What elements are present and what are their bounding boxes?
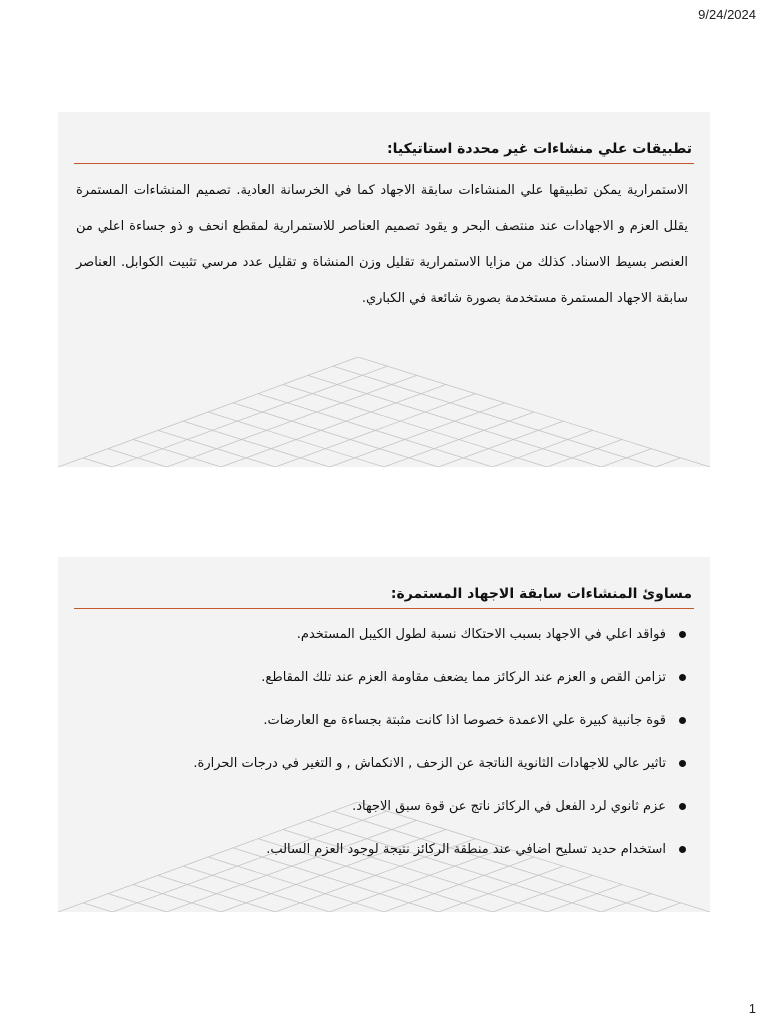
bullet-item xyxy=(76,795,688,838)
grid-line xyxy=(108,449,460,467)
bullet-dot-icon xyxy=(679,760,686,767)
bullet-item xyxy=(76,623,688,666)
grid-line xyxy=(146,385,446,468)
grid-line xyxy=(158,430,510,467)
bullet-text: تزامن القص و العزم عند الركائز مما يضعف مقاومة العزم عند تلك المقاطع. xyxy=(261,670,666,685)
grid-line xyxy=(83,903,435,912)
bullet-item xyxy=(76,709,688,752)
grid-line xyxy=(83,458,435,467)
bullet-text: استخدام حديد تسليح اضافي عند منطقة الركائز نتيجة لوجود العزم السالب. xyxy=(266,842,666,857)
page-date: 9/24/2024 xyxy=(698,7,756,22)
page-number: 1 xyxy=(748,1001,756,1016)
slide-1 xyxy=(58,112,710,467)
grid-line xyxy=(58,357,358,467)
grid-line xyxy=(117,375,417,467)
bullet-dot-icon xyxy=(679,674,686,681)
bullet-text: قوة جانبية كبيرة علي الاعمدة خصوصا اذا كانت مثبتة بجساءة مع العارضات. xyxy=(263,713,666,728)
slide-title: تطبيقات علي منشاءات غير محددة استاتيكيا: xyxy=(387,141,692,157)
bullet-list xyxy=(76,623,688,881)
bullet-dot-icon xyxy=(679,846,686,853)
grid-line xyxy=(234,412,534,467)
bullet-dot-icon xyxy=(679,717,686,724)
grid-floor-decoration xyxy=(58,357,710,467)
bullet-text: تاثير عالي للاجهادات الثانوية الناتجة عن الزحف , الانكماش , و التغير في درجات الحرارة. xyxy=(193,756,666,771)
slide-title: مساوئ المنشاءات سابقة الاجهاد المستمرة: xyxy=(390,586,692,602)
grid-line xyxy=(87,366,387,467)
bullet-text: عزم ثانوي لرد الفعل في الركائز ناتج عن قوة سبق الاجهاد. xyxy=(352,799,666,814)
slide-body-text: الاستمرارية يمكن تطبيقها علي المنشاءات سابقة الاجهاد كما في الخرسانة العادية. تصميم المنشاءات المستمرة يقلل العزم و الاجهادات عند منتصف البحر و يقود تصميم العناصر للاستمرارية لمقطع انحف و ذو جساءة اعلي من العنصر بسيط الاسناد. كذلك من مزايا الاستمرارية تقليل وزن المنشاة و تقليل عدد مرسي تثبيت الكوابل. العناصر سابقة الاجهاد المستمرة مستخدمة بصورة شائعة في الكباري. xyxy=(76,183,688,306)
grid-line xyxy=(308,375,660,467)
bullet-dot-icon xyxy=(679,803,686,810)
bullet-dot-icon xyxy=(679,631,686,638)
bullet-item xyxy=(76,838,688,881)
grid-line xyxy=(381,903,681,912)
bullet-item xyxy=(76,666,688,709)
bullet-text: فواقد اعلي في الاجهاد بسبب الاحتكاك نسبة لطول الكيبل المستخدم. xyxy=(296,627,666,642)
grid-line xyxy=(183,421,535,467)
slide-2 xyxy=(58,557,710,912)
bullet-item xyxy=(76,752,688,795)
grid-line xyxy=(258,394,610,467)
title-divider xyxy=(74,608,694,609)
grid-line xyxy=(205,403,505,467)
grid-line xyxy=(108,894,460,912)
title-divider xyxy=(74,163,694,164)
grid-line xyxy=(283,385,635,468)
grid-line xyxy=(381,458,681,467)
